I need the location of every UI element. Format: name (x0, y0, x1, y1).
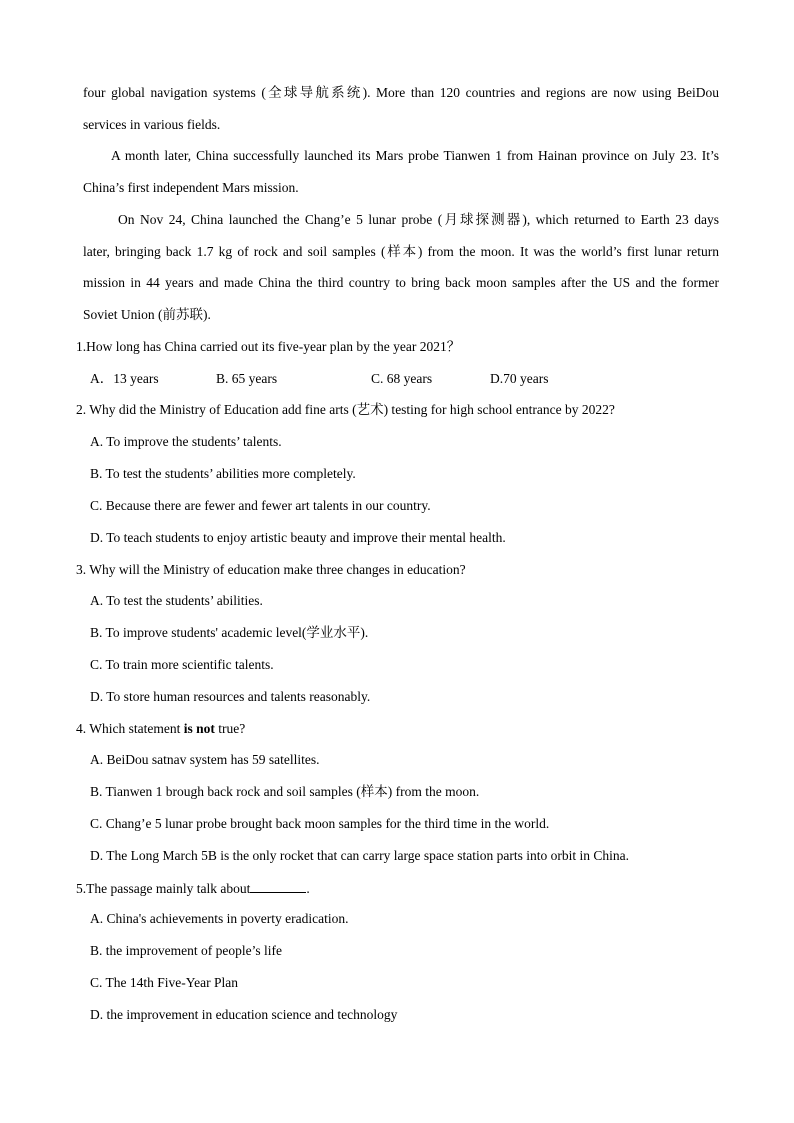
passage-p2-line2: China’s first independent Mars mission. (83, 180, 299, 195)
question-3-option-c: C. To train more scientific talents. (90, 657, 274, 672)
question-5-stem-prefix: 5.The passage mainly talk about (76, 881, 251, 896)
passage-p3-line4: Soviet Union (前苏联). (83, 307, 211, 322)
question-5-option-a: A. China's achievements in poverty eradication. (90, 911, 349, 926)
answer-blank (250, 879, 306, 893)
passage-p3-line3: mission in 44 years and made China the third country to bring back moon samples after the US and the former (83, 275, 719, 290)
question-5-stem (76, 879, 310, 898)
question-4-option-c: C. Chang’e 5 lunar probe brought back moon samples for the third time in the world. (90, 816, 550, 831)
passage-p2-line1: A month later, China successfully launched its Mars probe Tianwen 1 from Hainan province on July 23. It’s (111, 148, 719, 163)
question-4-stem-bold: is not (183, 721, 215, 736)
passage-p1-line1: four global navigation systems (全球导航系统). More than 120 countries and regions are now using BeiDou (83, 85, 719, 100)
question-5-stem-suffix: . (306, 881, 310, 896)
question-1-option-a: A．13 years (90, 371, 159, 386)
question-5-option-b: B. the improvement of people’s life (90, 943, 282, 958)
question-3-option-b: B. To improve students' academic level(学业水平). (90, 625, 369, 640)
question-2-option-d: D. To teach students to enjoy artistic beauty and improve their mental health. (90, 530, 506, 545)
question-4-stem (76, 720, 245, 738)
question-2-option-a: A. To improve the students’ talents. (90, 434, 282, 449)
passage-p3-line1: On Nov 24, China launched the Chang’e 5 lunar probe (月球探测器), which returned to Earth 23 days (118, 212, 719, 227)
question-2-stem: 2. Why did the Ministry of Education add fine arts (艺术) testing for high school entrance by 2022? (76, 402, 615, 417)
question-3-stem: 3. Why will the Ministry of education make three changes in education? (76, 562, 466, 577)
question-2-option-c: C. Because there are fewer and fewer art talents in our country. (90, 498, 431, 513)
question-3-option-a: A. To test the students’ abilities. (90, 593, 263, 608)
question-4-option-d: D. The Long March 5B is the only rocket that can carry large space station parts into orbit in China. (90, 848, 629, 863)
question-4-option-a: A. BeiDou satnav system has 59 satellites. (90, 752, 320, 767)
passage-p1-line2: services in various fields. (83, 117, 221, 132)
question-4-stem-suffix: true? (214, 721, 246, 736)
question-4-option-b: B. Tianwen 1 brough back rock and soil samples (样本) from the moon. (90, 784, 480, 799)
question-5-option-c: C. The 14th Five-Year Plan (90, 975, 238, 990)
question-2-option-b: B. To test the students’ abilities more completely. (90, 466, 356, 481)
question-1-option-d: D.70 years (490, 371, 549, 386)
question-5-option-d: D. the improvement in education science and technology (90, 1007, 398, 1022)
question-3-option-d: D. To store human resources and talents reasonably. (90, 689, 371, 704)
question-1-option-c: C. 68 years (371, 371, 433, 386)
question-4-stem-prefix: 4. Which statement (76, 721, 184, 736)
passage-p3-line2: later, bringing back 1.7 kg of rock and soil samples (样本) from the moon. It was the world’s first lunar return (83, 244, 719, 259)
question-1-option-b: B. 65 years (216, 371, 278, 386)
question-1-stem: 1.How long has China carried out its five-year plan by the year 2021？ (76, 339, 461, 354)
